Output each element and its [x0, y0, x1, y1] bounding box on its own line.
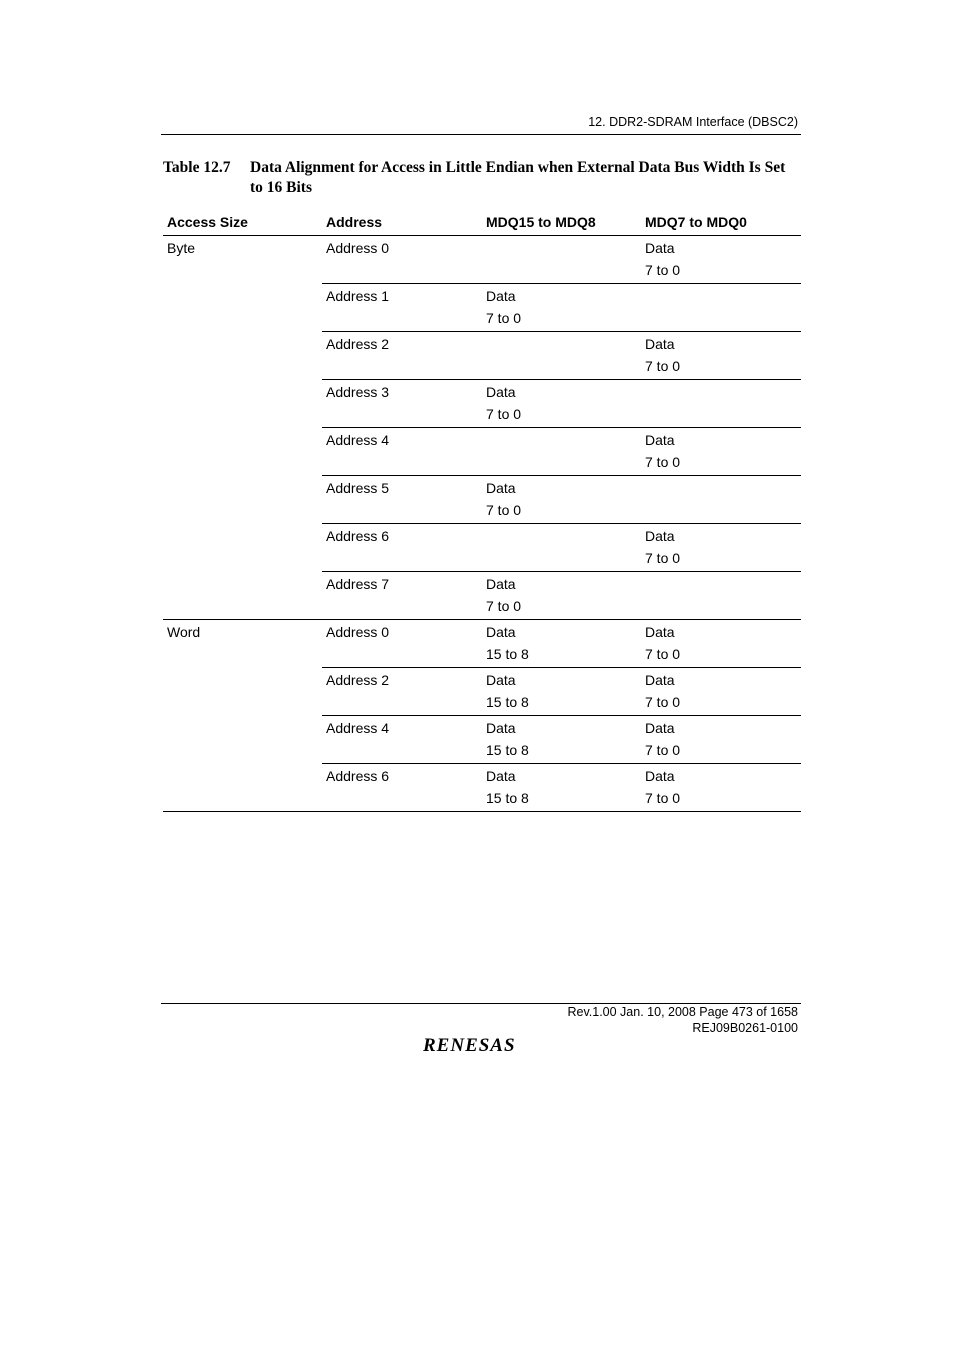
- address-cell: [322, 524, 482, 572]
- mdq7-0-cell: [641, 716, 801, 764]
- address-label: Address 6: [326, 528, 390, 544]
- data-label: Data: [486, 288, 516, 304]
- data-label: Data: [645, 240, 675, 256]
- mdq15-8-cell: [482, 332, 641, 380]
- mdq7-0-cell: [641, 764, 801, 812]
- mdq7-0-cell: [641, 380, 801, 428]
- address-label: Address 2: [326, 336, 390, 352]
- bit-range: 15 to 8: [486, 694, 529, 710]
- mdq15-8-cell: [482, 620, 641, 668]
- data-label: Data: [486, 480, 516, 496]
- bit-range: 15 to 8: [486, 742, 529, 758]
- bit-range: 7 to 0: [645, 646, 681, 662]
- data-label: [645, 380, 801, 403]
- bit-range: 7 to 0: [486, 502, 522, 518]
- bit-range: 7 to 0: [645, 694, 681, 710]
- mdq15-8-cell: [482, 524, 641, 572]
- table-number: Table 12.7: [163, 159, 231, 176]
- mdq15-8-cell: [482, 764, 641, 812]
- data-label: Data: [645, 768, 675, 784]
- table-header-row: [163, 208, 801, 236]
- mdq7-0-cell: [641, 428, 801, 476]
- mdq7-0-cell: [641, 332, 801, 380]
- mdq15-8-cell: [482, 284, 641, 332]
- bit-range: [486, 355, 641, 377]
- table-row: [163, 620, 801, 668]
- table-body: [163, 236, 801, 812]
- address-label: Address 6: [326, 768, 390, 784]
- data-label: Data: [645, 336, 675, 352]
- data-label: Data: [486, 624, 516, 640]
- bit-range: [645, 499, 801, 521]
- bit-range: [486, 547, 641, 569]
- mdq15-8-cell: [482, 668, 641, 716]
- table-caption: [163, 158, 803, 198]
- mdq7-0-cell: [641, 476, 801, 524]
- bit-range: [645, 595, 801, 617]
- data-label: [486, 332, 641, 355]
- data-label: Data: [645, 624, 675, 640]
- address-label: Address 4: [326, 720, 390, 736]
- address-cell: [322, 668, 482, 716]
- address-cell: [322, 620, 482, 668]
- renesas-logo-mark: [423, 1035, 541, 1055]
- access-size-cell: [163, 236, 322, 620]
- access-size-cell: [163, 620, 322, 812]
- mdq7-0-cell: [641, 620, 801, 668]
- data-label: Data: [645, 672, 675, 688]
- bit-range: 7 to 0: [645, 550, 681, 566]
- header-rule: [161, 134, 801, 135]
- data-label: Data: [645, 528, 675, 544]
- bit-range: 7 to 0: [645, 742, 681, 758]
- mdq15-8-cell: [482, 716, 641, 764]
- data-label: Data: [486, 720, 516, 736]
- mdq15-8-cell: [482, 476, 641, 524]
- revision-info: Rev.1.00 Jan. 10, 2008 Page 473 of 1658: [567, 1005, 798, 1019]
- mdq7-0-cell: [641, 572, 801, 620]
- address-label: Address 4: [326, 432, 390, 448]
- mdq7-0-cell: [641, 668, 801, 716]
- column-header-address: Address: [322, 208, 482, 236]
- data-label: Data: [486, 672, 516, 688]
- column-header-mdq7-0: MDQ7 to MDQ0: [641, 208, 801, 236]
- data-label: [486, 524, 641, 547]
- mdq7-0-cell: [641, 236, 801, 284]
- address-cell: [322, 428, 482, 476]
- address-cell: [322, 764, 482, 812]
- address-cell: [322, 284, 482, 332]
- bit-range: 15 to 8: [486, 790, 529, 806]
- data-label: Data: [645, 720, 675, 736]
- data-label: [486, 428, 641, 451]
- data-label: Data: [486, 384, 516, 400]
- bit-range: 7 to 0: [645, 790, 681, 806]
- address-label: Address 5: [326, 480, 390, 496]
- bit-range: 7 to 0: [486, 406, 522, 422]
- data-label: [645, 284, 801, 307]
- address-label: Address 1: [326, 288, 390, 304]
- data-label: [645, 476, 801, 499]
- bit-range: 7 to 0: [486, 310, 522, 326]
- bit-range: [645, 403, 801, 425]
- bit-range: [645, 307, 801, 329]
- table-row: [163, 236, 801, 284]
- data-label: Data: [645, 432, 675, 448]
- mdq15-8-cell: [482, 572, 641, 620]
- data-label: [645, 572, 801, 595]
- address-cell: [322, 332, 482, 380]
- address-cell: [322, 236, 482, 284]
- access-size-label: Byte: [167, 240, 196, 256]
- page-footer: [567, 1004, 798, 1036]
- mdq7-0-cell: [641, 284, 801, 332]
- address-label: Address 0: [326, 240, 390, 256]
- address-cell: [322, 476, 482, 524]
- mdq7-0-cell: [641, 524, 801, 572]
- column-header-access-size: Access Size: [163, 208, 322, 236]
- mdq15-8-cell: [482, 236, 641, 284]
- bit-range: [486, 451, 641, 473]
- bit-range: 7 to 0: [645, 262, 681, 278]
- bit-range: 7 to 0: [645, 358, 681, 374]
- column-header-mdq15-8: MDQ15 to MDQ8: [482, 208, 641, 236]
- data-label: Data: [486, 576, 516, 592]
- data-label: Data: [486, 768, 516, 784]
- data-alignment-table: [163, 208, 801, 812]
- mdq15-8-cell: [482, 380, 641, 428]
- bit-range: 7 to 0: [486, 598, 522, 614]
- address-cell: [322, 716, 482, 764]
- address-label: Address 2: [326, 672, 390, 688]
- bit-range: 15 to 8: [486, 646, 529, 662]
- address-label: Address 3: [326, 384, 390, 400]
- logo-text: RENESAS: [423, 1035, 516, 1055]
- address-label: Address 0: [326, 624, 390, 640]
- document-number: REJ09B0261-0100: [692, 1021, 798, 1035]
- table-title: Data Alignment for Access in Little Endian when External Data Bus Width Is Set to 16 Bits: [250, 159, 786, 196]
- running-header: 12. DDR2-SDRAM Interface (DBSC2): [588, 115, 798, 129]
- address-label: Address 7: [326, 576, 390, 592]
- data-label: [486, 236, 641, 259]
- bit-range: [486, 259, 641, 281]
- address-cell: [322, 572, 482, 620]
- renesas-logo: [423, 1035, 541, 1060]
- mdq15-8-cell: [482, 428, 641, 476]
- access-size-label: Word: [167, 624, 201, 640]
- bit-range: 7 to 0: [645, 454, 681, 470]
- address-cell: [322, 380, 482, 428]
